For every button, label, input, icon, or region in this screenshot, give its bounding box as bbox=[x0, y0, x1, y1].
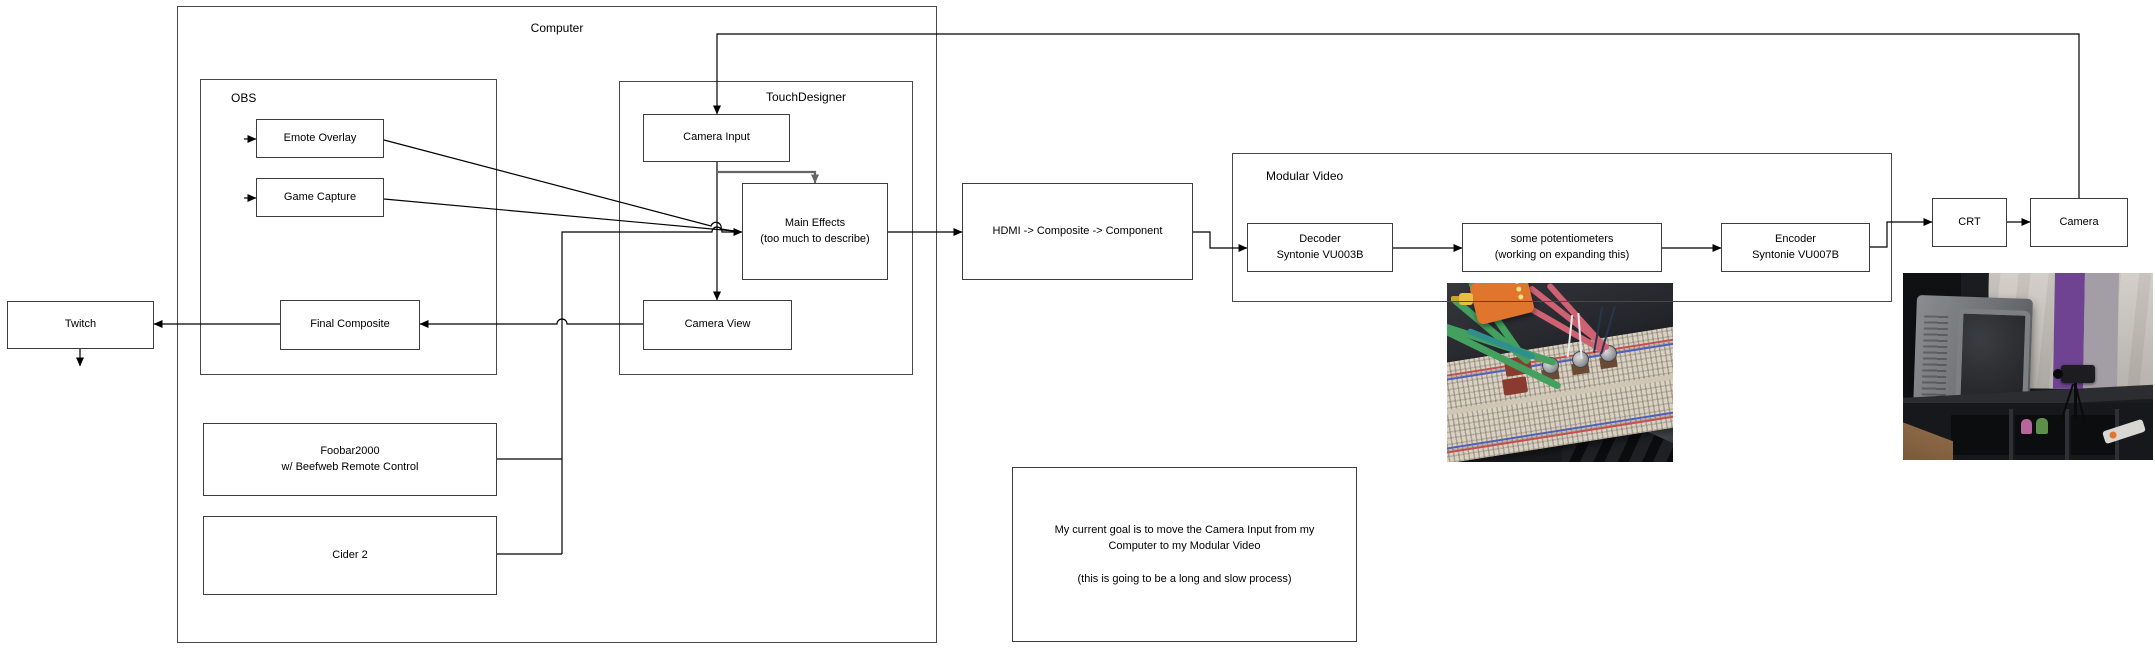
node-potentiometers-label: some potentiometers bbox=[1510, 233, 1614, 246]
node-camera-input bbox=[643, 114, 790, 162]
photo-detail-tv-screen bbox=[1955, 308, 2030, 404]
node-potentiometers bbox=[1462, 223, 1662, 272]
photo-detail-tv-vents bbox=[1922, 315, 1949, 396]
node-encoder-sublabel: Syntonie VU007B bbox=[1752, 248, 1839, 261]
photo-detail-rca-plug bbox=[1459, 293, 1473, 305]
photo-detail-led bbox=[1518, 294, 1524, 300]
node-main-effects-sublabel: (too much to describe) bbox=[760, 232, 870, 245]
node-game-capture-label: Game Capture bbox=[283, 190, 357, 203]
photo-breadboard bbox=[1447, 283, 1673, 462]
node-decoder-label: Decoder bbox=[1299, 233, 1341, 246]
photo-detail-divider bbox=[2065, 409, 2069, 460]
note-current-goal bbox=[1012, 467, 1357, 642]
node-potentiometers-sublabel: (working on expanding this) bbox=[1494, 248, 1630, 261]
photo-detail-camera-lens bbox=[2053, 369, 2063, 379]
node-cider2-label: Cider 2 bbox=[332, 548, 368, 561]
node-final-composite bbox=[280, 300, 420, 350]
node-foobar2000-sublabel: w/ Beefweb Remote Control bbox=[281, 460, 419, 473]
node-emote-overlay bbox=[256, 119, 384, 158]
node-hdmi-chain bbox=[962, 183, 1193, 280]
node-foobar2000 bbox=[203, 423, 497, 496]
node-crt-label: CRT bbox=[1958, 215, 1981, 228]
photo-detail-figurine bbox=[2036, 418, 2048, 434]
edge-hdmi-to-decoder bbox=[1193, 232, 1247, 248]
photo-crt-setup bbox=[1903, 273, 2153, 460]
photo-detail-cubby bbox=[1951, 415, 2009, 455]
node-camera bbox=[2030, 198, 2128, 247]
node-camera-input-label: Camera Input bbox=[683, 131, 750, 144]
node-game-capture bbox=[256, 178, 384, 217]
node-main-effects bbox=[742, 183, 888, 280]
node-decoder bbox=[1247, 223, 1393, 272]
node-decoder-sublabel: Syntonie VU003B bbox=[1276, 248, 1364, 261]
note-current-goal-text: My current goal is to move the Camera Input from my Computer to my Modular Video bbox=[1054, 523, 1315, 553]
node-twitch-label: Twitch bbox=[64, 318, 97, 331]
node-camera-view bbox=[643, 300, 792, 350]
node-crt bbox=[1932, 198, 2007, 247]
photo-detail-figurine bbox=[2021, 419, 2032, 434]
photo-detail-decoder-module bbox=[1469, 283, 1535, 325]
edge-encoder-to-crt bbox=[1870, 222, 1932, 247]
node-emote-overlay-label: Emote Overlay bbox=[283, 131, 357, 144]
node-foobar2000-label: Foobar2000 bbox=[320, 445, 380, 458]
node-hdmi-chain-label: HDMI -> Composite -> Component bbox=[992, 224, 1163, 237]
group-obs-label: OBS bbox=[231, 91, 257, 105]
node-camera-label: Camera bbox=[2059, 215, 2099, 228]
photo-detail-channel bbox=[1447, 372, 1673, 416]
node-encoder bbox=[1721, 223, 1870, 272]
node-cider2 bbox=[203, 516, 497, 595]
photo-detail-camera bbox=[2061, 365, 2095, 383]
node-main-effects-label: Main Effects bbox=[784, 217, 846, 230]
node-final-composite-label: Final Composite bbox=[310, 318, 390, 331]
group-touchdesigner-label: TouchDesigner bbox=[766, 90, 847, 104]
node-encoder-label: Encoder bbox=[1775, 233, 1816, 246]
photo-detail-remote-button bbox=[2109, 431, 2118, 440]
group-modular-video-label: Modular Video bbox=[1266, 169, 1344, 183]
group-computer-label: Computer bbox=[530, 21, 584, 35]
node-twitch bbox=[7, 301, 154, 349]
note-current-goal-subtext: (this is going to be a long and slow process) bbox=[1077, 572, 1292, 585]
photo-detail-tripod-leg bbox=[2074, 383, 2077, 419]
photo-detail-divider bbox=[2009, 409, 2013, 460]
photo-detail-led bbox=[1514, 283, 1520, 284]
node-camera-view-label: Camera View bbox=[684, 318, 751, 331]
photo-detail-led bbox=[1516, 286, 1522, 292]
